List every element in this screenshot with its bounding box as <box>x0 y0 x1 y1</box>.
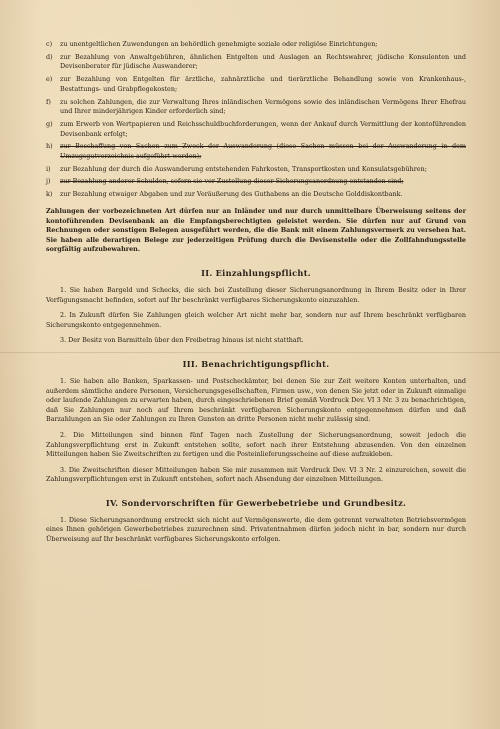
list-marker: j) <box>46 177 51 186</box>
list-item <box>46 98 466 117</box>
section-paragraph: 2. Die Mitteilungen sind binnen fünf Tagen nach Zustellung der Sicherungsanordnung, soweit jedoch die Zahlungsverpflichtung erst in Zukunft entstehen sollte, sofort nach ihrer Entstehung abzusenden. Von den einzelnen Mitteilungen haben Sie Zweitschriften zu fertigen und die Posteinlieferungsscheine auf diese aufzukleben. <box>46 430 466 459</box>
list-item <box>46 53 466 72</box>
payment-conditions-paragraph: Zahlungen der vorbezeichneten Art dürfen nur an Inländer und nur durch unmittelbare Überweisung seitens der kontoführenden Devisenbank an die Empfangsberechtigten geleistet werden. Sie dürfen nur auf Grund von Rechnungen oder sonstigen Belegen ausgeführt werden, die die Bank mit einem Zahlungsvermerk zu versehen hat. Sie haben alle derartigen Belege zur jederzeitigen Prüfung durch die Devisenstelle oder die Zollfahndungsstelle sorgfältig aufzubewahren. <box>46 207 466 254</box>
section-paragraph: 1. Sie haben alle Banken, Sparkassen- und Postscheckämter, bei denen Sie zur Zeit weitere Konten unterhalten, und außerdem sämtliche andere Personen, Versicherungsgesellschaften, Firmen usw., von denen Sie jetzt oder in Zukunft einmalige oder laufende Zahlungen zu erwarten haben, durch eingeschriebenen Brief gemäß Vordruck Dev. VI 3 Nr. 3 zu benachrichtigen, daß Sie Zahlungen nur noch auf Ihrem beschränkt verfügbaren Sicherungskonto entgegennehmen dürfen und daß Barzahlungen an Sie oder Zahlungen zu Ihren Gunsten an dritte Personen nicht mehr zulässig sind. <box>46 376 466 424</box>
list-item-struck-through <box>46 177 466 187</box>
section-paragraph: 2. In Zukunft dürfen Sie Zahlungen gleich welcher Art nicht mehr bar, sondern nur auf Ihrem beschränkt verfügbaren Sicherungskonto entgegennehmen. <box>46 311 466 329</box>
list-item-text: zur Bezahlung der durch die Auswanderung entstehenden Fahrkosten, Transportkosten und Konsulatsgebühren; <box>60 164 427 173</box>
permitted-payments-list <box>46 40 466 200</box>
list-item-text: zur Beschaffung von Sachen zum Zweck der Auswanderung (diese Sachen müssen bei der Auswanderung in dem Umzugsgutverzeichnis aufgeführt werden); <box>60 142 466 160</box>
section-paragraph: 3. Der Besitz von Barmitteln über den Freibetrag hinaus ist nicht statthaft. <box>60 336 304 345</box>
list-item <box>46 75 466 94</box>
section-paragraph: 3. Die Zweitschriften dieser Mitteilungen haben Sie mir zusammen mit Vordruck Dev. VI 3 Nr. 2 einzureichen, soweit die Zahlungsverpflichtungen erst in Zukunft entstehen, sofort nach Absendung der einzelnen Mitteilungen. <box>46 465 466 484</box>
section-paragraph: 1. Diese Sicherungsanordnung erstreckt sich nicht auf Vermögenswerte, die dem getrennt verwalteten Betriebsvermögen eines Ihnen gehörigen Gewerbebetriebes zuzurechnen sind. Privatentnahmen dürfen jedoch nicht in bar, sondern nur durch Überweisung auf Ihr beschränkt verfügbares Sicherungskonto erfolgen. <box>46 515 466 544</box>
list-marker: g) <box>46 119 53 128</box>
list-marker: f) <box>46 97 51 106</box>
list-marker: d) <box>46 52 53 61</box>
list-marker: c) <box>46 40 53 48</box>
list-item-text: zum Erwerb von Wertpapieren und Reichsschuldbuchforderungen, wenn der Ankauf durch Vermittlung der kontoführenden Devisenbank erfolgt; <box>60 119 466 138</box>
list-marker: k) <box>46 190 53 199</box>
list-marker: i) <box>46 164 51 173</box>
list-marker: h) <box>46 142 53 151</box>
list-item-text: zu solchen Zahlungen, die zur Verwaltung Ihres inländischen Vermögens sowie des inländischen Vermögens Ihrer Ehefrau und Ihrer minderjährigen Kinder erforderlich sind; <box>60 97 466 116</box>
paper-fold <box>0 352 500 353</box>
list-item-text: zur Bezahlung anderer Schulden, sofern sie vor Zustellung dieser Sicherungsanordnung entstanden sind; <box>60 177 404 186</box>
list-marker: e) <box>46 75 53 84</box>
list-item-text: zur Bezahlung von Entgelten für ärztliche, zahnärztliche und tierärztliche Behandlung sowie von Krankenhaus-, Bestattungs- und Grabpflegekosten; <box>60 75 466 93</box>
list-item-text: zur Bezahlung etwaiger Abgaben und zur Veräußerung des Guthabens an die Deutsche Golddiskontbank. <box>60 190 403 199</box>
list-item-text: zur Bezahlung von Anwaltgebühren, ähnlichen Entgelten und Auslagen an Rechtswahrer, jüdische Konsulenten und Devisenberater für jüdische Auswanderer; <box>60 52 466 71</box>
list-item <box>46 190 466 200</box>
list-item <box>46 120 466 139</box>
section-paragraph: 1. Sie haben Bargeld und Schecks, die sich bei Zustellung dieser Sicherungsanordnung in Ihrem Besitz oder in Ihrer Verfügungsmacht befinden, sofort auf Ihr beschränkt verfügbares Sicherungskonto einzuzahlen. <box>46 285 466 304</box>
list-item-struck-through <box>46 142 466 161</box>
list-item <box>46 165 466 175</box>
list-item-text: zu unentgeltlichen Zuwendungen an behördlich genehmigte soziale oder religiöse Einrichtungen; <box>60 40 378 48</box>
list-item <box>46 40 466 50</box>
section-heading-einzahlungspflicht: II. Einzahlungspflicht. <box>201 267 311 278</box>
section-heading-sondervorschriften: IV. Sondervorschriften für Gewerbebetriebe und Grundbesitz. <box>105 497 407 508</box>
section-heading-benachrichtigungspflicht: III. Benachrichtigungspflicht. <box>182 358 330 369</box>
